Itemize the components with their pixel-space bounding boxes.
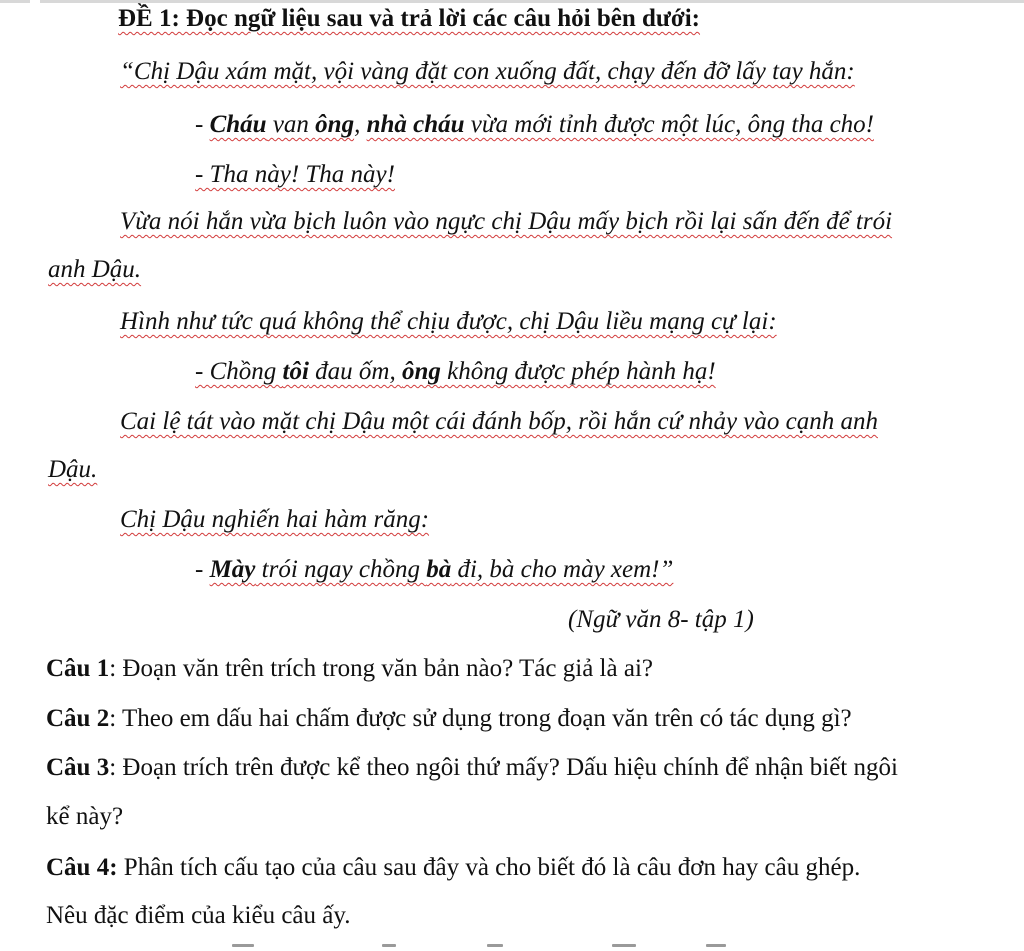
- passage-line-9: [48, 453, 97, 487]
- question-text: kể này?: [46, 803, 124, 830]
- exam-heading: [118, 2, 700, 36]
- question-2: [46, 702, 852, 736]
- passage-text: “Chị Dậu xám mặt, vội vàng đặt con xuống đất, chạy đến đỡ lấy tay hắn:: [120, 58, 855, 85]
- passage-line-4: [120, 205, 892, 239]
- source-citation: [568, 603, 754, 637]
- question-text: : Theo em dấu hai chấm được sử dụng trong đoạn văn trên có tác dụng gì?: [109, 705, 852, 732]
- question-4-continued: [46, 899, 350, 933]
- question-text: Phân tích cấu tạo của câu sau đây và cho biết đó là câu đơn hay câu ghép.: [117, 854, 861, 881]
- emphasis-word: bà: [426, 556, 452, 583]
- question-label: Câu 3: [46, 754, 110, 781]
- passage-text: Chị Dậu nghiến hai hàm răng:: [120, 506, 430, 533]
- passage-text: không được phép hành hạ!: [440, 358, 716, 385]
- passage-line-5: [48, 253, 141, 287]
- passage-line-10: [120, 503, 429, 537]
- passage-text: đau ốm,: [308, 358, 402, 385]
- passage-line-1: [120, 55, 855, 89]
- question-3: [46, 751, 898, 785]
- passage-text: vừa mới tỉnh được một lúc, ông tha cho!: [464, 111, 874, 138]
- passage-text: đi, bà cho mày xem!”: [451, 556, 674, 583]
- passage-line-8: [120, 405, 878, 439]
- passage-text: anh Dậu.: [48, 256, 142, 283]
- passage-text: Cai lệ tát vào mặt chị Dậu một cái đánh bốp, rồi hắn cứ nhảy vào cạnh anh: [120, 408, 878, 435]
- emphasis-word: ông: [315, 111, 355, 138]
- question-text: : Đoạn văn trên trích trong văn bản nào? Tác giả là ai?: [109, 655, 653, 682]
- passage-line-6: [120, 305, 777, 339]
- question-3-continued: [46, 800, 123, 834]
- passage-text: Hình như tức quá không thể chịu được, chị Dậu liều mạng cự lại:: [120, 308, 777, 335]
- passage-text: Dậu.: [48, 456, 98, 483]
- passage-line-11: [195, 553, 673, 587]
- question-label: Câu 2: [46, 705, 110, 732]
- question-4: [46, 851, 860, 885]
- passage-text: van: [266, 111, 316, 138]
- emphasis-word: tôi: [282, 358, 309, 385]
- source-text: (Ngữ văn 8- tập 1): [568, 606, 754, 633]
- question-1: [46, 652, 653, 686]
- question-label: Câu 1: [46, 655, 110, 682]
- question-text: Nêu đặc điểm của kiểu câu ấy.: [46, 902, 351, 929]
- question-label: Câu 4:: [46, 854, 118, 881]
- passage-line-3: [195, 158, 395, 192]
- passage-text: ,: [354, 111, 367, 138]
- emphasis-word: Cháu: [209, 111, 267, 138]
- passage-text: - Chồng: [195, 358, 283, 385]
- passage-line-2: - Cháu van ông, nhà cháu vừa mới tỉnh được một lúc, ông tha cho!: [195, 111, 874, 138]
- passage-text: - Tha này! Tha này!: [195, 161, 395, 188]
- passage-text: trói ngay chồng: [255, 556, 427, 583]
- passage-line-7: [195, 355, 716, 389]
- emphasis-word: Mày: [209, 556, 256, 583]
- passage-text: -: [195, 556, 210, 583]
- emphasis-word: ông: [401, 358, 441, 385]
- question-text: : Đoạn trích trên được kể theo ngôi thứ mấy? Dấu hiệu chính để nhận biết ngôi: [109, 754, 898, 781]
- heading-text: ĐỀ 1: Đọc ngữ liệu sau và trả lời các câu hỏi bên dưới:: [118, 5, 701, 32]
- passage-text: Vừa nói hắn vừa bịch luôn vào ngực chị Dậu mấy bịch rồi lại sấn đến để trói: [120, 208, 893, 235]
- cut-off-next-line: [0, 940, 1024, 951]
- emphasis-word: nhà cháu: [366, 111, 465, 138]
